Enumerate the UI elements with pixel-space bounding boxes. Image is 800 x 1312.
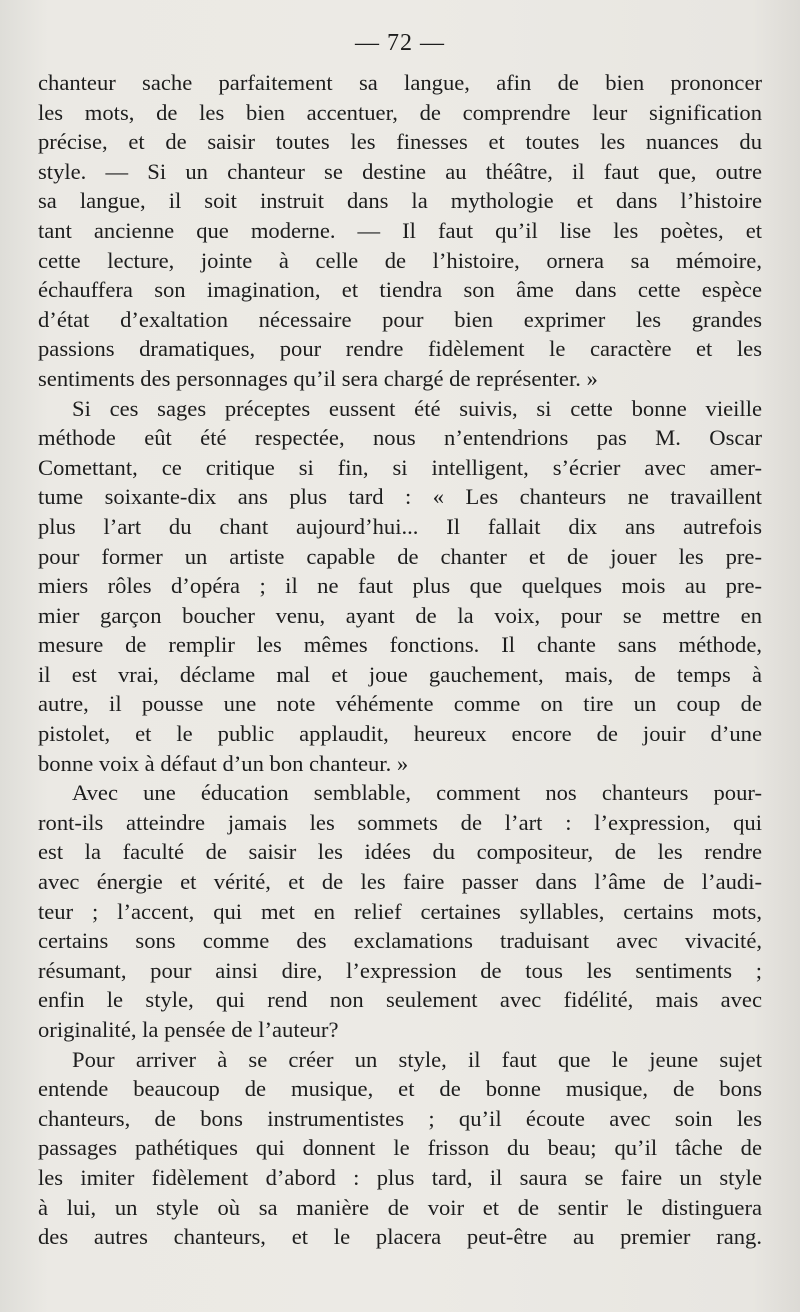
text-line: ront-ils atteindre jamais les sommets de l’art : l’expression, qui	[38, 809, 762, 835]
text-line: Si ces sages préceptes eussent été suivis, si cette bonne vieille	[72, 395, 762, 421]
text-line: les imiter fidèlement d’abord : plus tard, il saura se faire un style	[38, 1164, 762, 1190]
text-line: précise, et de saisir toutes les finesses et toutes les nuances du	[38, 129, 762, 155]
text-line: à lui, un style où sa manière de voir et de sentir le distinguera	[38, 1194, 762, 1220]
body-text	[38, 68, 762, 1252]
text-line: chanteurs, de bons instrumentistes ; qu’il écoute avec soin les	[38, 1105, 762, 1131]
text-line: échauffera son imagination, et tiendra son âme dans cette espèce	[38, 277, 762, 303]
text-line: pistolet, et le public applaudit, heureux encore de jouir d’une	[38, 721, 762, 747]
text-line: passions dramatiques, pour rendre fidèlement le caractère et les	[38, 336, 762, 362]
text-line: Avec une éducation semblable, comment nos chanteurs pour-	[72, 780, 762, 806]
text-line: plus l’art du chant aujourd’hui... Il fallait dix ans autrefois	[38, 513, 762, 539]
text-line: les mots, de les bien accentuer, de comprendre leur signification	[38, 99, 762, 125]
text-line: Pour arriver à se créer un style, il faut que le jeune sujet	[72, 1046, 762, 1072]
text-line: sentiments des personnages qu’il sera chargé de représenter. »	[38, 365, 598, 391]
text-line: pour former un artiste capable de chanter et de jouer les pre-	[38, 543, 762, 569]
text-line: est la faculté de saisir les idées du compositeur, de les rendre	[38, 839, 762, 865]
text-line: bonne voix à défaut d’un bon chanteur. »	[38, 750, 409, 776]
text-line: des autres chanteurs, et le placera peut-être au premier rang.	[38, 1224, 762, 1250]
text-line: d’état d’exaltation nécessaire pour bien exprimer les grandes	[38, 306, 762, 332]
text-line: mesure de remplir les mêmes fonctions. Il chante sans méthode,	[38, 632, 762, 658]
text-line: mier garçon boucher venu, ayant de la voix, pour se mettre en	[38, 602, 762, 628]
text-line: originalité, la pensée de l’auteur?	[38, 1017, 339, 1042]
text-line: chanteur sache parfaitement sa langue, afin de bien prononcer	[38, 70, 762, 95]
text-line: entende beaucoup de musique, et de bonne musique, de bons	[38, 1076, 762, 1102]
text-line: autre, il pousse une note véhémente comme on tire un coup de	[38, 691, 762, 717]
text-line: certains sons comme des exclamations traduisant avec vivacité,	[38, 928, 762, 954]
text-line: teur ; l’accent, qui met en relief certaines syllables, certains mots,	[38, 898, 762, 924]
text-line: méthode eût été respectée, nous n’entendrions pas M. Oscar	[38, 425, 762, 451]
text-line: passages pathétiques qui donnent le frisson du beau; qu’il tâche de	[38, 1135, 762, 1161]
text-line: cette lecture, jointe à celle de l’histoire, ornera sa mémoire,	[38, 247, 762, 273]
text-line: tant ancienne que moderne. — Il faut qu’il lise les poètes, et	[38, 217, 762, 243]
text-line: il est vrai, déclame mal et joue gauchement, mais, de temps à	[38, 661, 762, 687]
text-line: résumant, pour ainsi dire, l’expression de tous les sentiments ;	[38, 957, 762, 983]
text-line: tume soixante-dix ans plus tard : « Les chanteurs ne travaillent	[38, 484, 762, 510]
text-line: miers rôles d’opéra ; il ne faut plus que quelques mois au pre-	[38, 573, 762, 599]
text-line: avec énergie et vérité, et de les faire passer dans l’âme de l’audi-	[38, 869, 762, 895]
text-line: style. — Si un chanteur se destine au théâtre, il faut que, outre	[38, 158, 762, 184]
page-number: — 72 —	[355, 30, 445, 56]
text-line: sa langue, il soit instruit dans la mythologie et dans l’histoire	[38, 188, 762, 214]
text-line: Comettant, ce critique si fin, si intelligent, s’écrier avec amer-	[38, 454, 762, 480]
text-line: enfin le style, qui rend non seulement avec fidélité, mais avec	[38, 987, 762, 1013]
